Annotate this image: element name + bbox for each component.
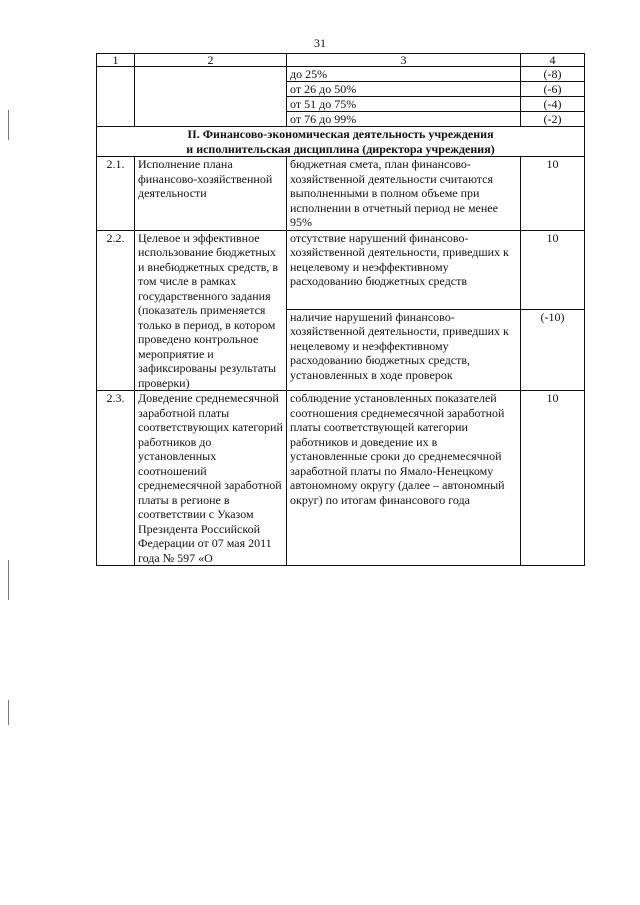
indicator-cell: Доведение среднемесячной заработной платы соответствующих категорий работников до установленных соотношений среднемесячной заработной платы в регионе в соответствии с Указом Президента Российской Федерации от 07 мая 2011 года № 597 «О <box>135 391 287 566</box>
score-cell <box>521 391 585 566</box>
criterion-cell: от 26 до 50% <box>287 82 521 97</box>
header-col-1: 1 <box>97 54 135 67</box>
criterion-text: наличие нарушений финансово-хозяйственной деятельности, приведших к нецелевому и неэффективному расходованию бюджетных средств, установленных в ходе проверок <box>287 309 520 383</box>
indicator-cell: Исполнение плана финансово-хозяйственной деятельности <box>135 157 287 231</box>
header-col-2: 2 <box>135 54 287 67</box>
page-number: 31 <box>314 36 326 50</box>
criterion-text: бюджетная смета, план финансово-хозяйственной деятельности считаются выполненными в полном объеме при исполнении в отчетный период не менее 95% <box>290 157 498 229</box>
score-cell: (-4) <box>521 97 585 112</box>
row-number: 2.1. <box>97 157 135 231</box>
criterion-cell <box>287 391 521 566</box>
criterion-cell <box>287 230 521 391</box>
section-heading-row <box>97 127 585 157</box>
score-cell <box>521 157 585 231</box>
criterion-text: соблюдение установленных показателей соотношения среднемесячной заработной платы соответствующей категории работников и доведение их в установленные сроки до среднемесячной заработной платы по Ямало-Ненецкому автономному округу (далее – автономный округ) по итогам финансового года <box>290 391 505 507</box>
criterion-cell: от 51 до 75% <box>287 97 521 112</box>
criterion-cell: от 76 до 99% <box>287 112 521 127</box>
criterion-cell <box>287 157 521 231</box>
table-row-2-3 <box>97 391 585 566</box>
table-row-2-2 <box>97 230 585 391</box>
score-cell: (-2) <box>521 112 585 127</box>
header-col-4: 4 <box>521 54 585 67</box>
score-cell <box>521 230 585 391</box>
section-title-line-2: и исполнительская дисциплина (директора учреждения) <box>186 141 495 156</box>
empty-cell <box>135 67 287 127</box>
table-row-2-1 <box>97 157 585 231</box>
scan-mark <box>8 560 9 600</box>
row-number: 2.3. <box>97 391 135 566</box>
score-cell: (-8) <box>521 67 585 82</box>
criterion-text: отсутствие нарушений финансово-хозяйственной деятельности, приведших к нецелевому и неэффективному расходованию бюджетных средств <box>290 230 509 288</box>
section-title-line-1: II. Финансово-экономическая деятельность учреждения <box>187 127 494 141</box>
score-value: 10 <box>546 230 559 245</box>
score-value: (-10) <box>521 309 584 325</box>
table-row <box>97 67 585 82</box>
empty-cell <box>97 67 135 127</box>
criterion-cell: до 25% <box>287 67 521 82</box>
score-value: 10 <box>546 391 559 405</box>
scan-mark <box>8 700 9 725</box>
indicator-cell: Целевое и эффективное использование бюджетных и внебюджетных средств, в том числе в рамках государственного задания (показатель применяется только в период, в котором проведено контрольное мероприятие и зафиксированы результаты проверки) <box>135 230 287 391</box>
scan-mark <box>8 110 9 140</box>
score-cell: (-6) <box>521 82 585 97</box>
section-heading <box>97 127 585 157</box>
score-value: 10 <box>546 157 559 171</box>
header-col-3: 3 <box>287 54 521 67</box>
row-number: 2.2. <box>97 230 135 391</box>
table-header-row <box>97 54 585 67</box>
criteria-table <box>96 53 585 566</box>
